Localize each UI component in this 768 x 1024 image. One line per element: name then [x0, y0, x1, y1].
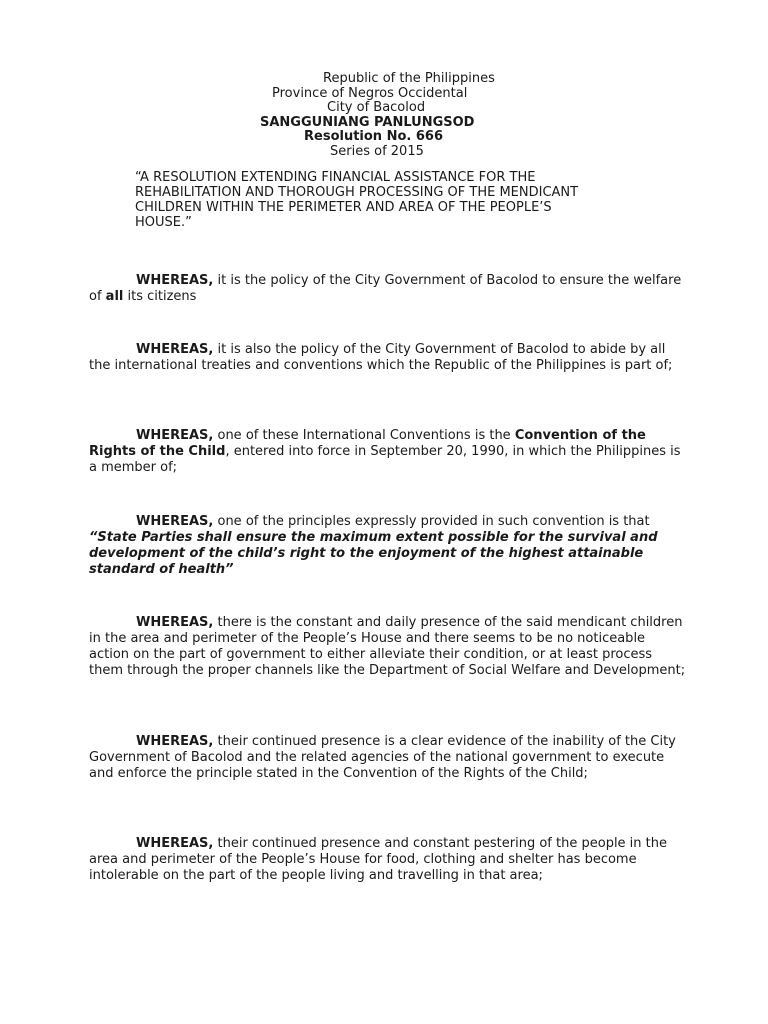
- whereas-clause: [89, 734, 689, 782]
- clause-text: it is also the policy of the City Government of Bacolod to abide by all the international treaties and conventions which the Republic of the Philippines is part of;: [89, 342, 673, 373]
- whereas-clause: [89, 342, 689, 374]
- whereas-clause: [89, 615, 689, 679]
- whereas-lead: WHEREAS,: [136, 428, 214, 443]
- whereas-clause: [89, 428, 689, 476]
- whereas-clause: [89, 514, 689, 578]
- clause-text: one of the principles expressly provided in such convention is that: [213, 514, 650, 529]
- header-legislative-body: SANGGUNIANG PANLUNGSOD: [260, 114, 475, 130]
- clause-text: there is the constant and daily presence of the said mendicant children in the area and perimeter of the People’s House and there seems to be no noticeable action on the part of government to either alleviate their condition, or at least process them through the proper channels like the Department of Social Welfare and Development;: [89, 615, 686, 678]
- whereas-lead: WHEREAS,: [136, 836, 214, 851]
- clause-text: its citizens: [123, 289, 197, 304]
- whereas-lead: WHEREAS,: [136, 734, 214, 749]
- whereas-lead: WHEREAS,: [136, 273, 214, 288]
- clause-quote: “State Parties shall ensure the maximum extent possible for the survival and development of the child’s right to the enjoyment of the highest attainable standard of health”: [89, 530, 658, 577]
- clause-text: their continued presence and constant pestering of the people in the area and perimeter of the People’s House for food, clothing and shelter has become intolerable on the part of the people living and travelling in that area;: [89, 836, 668, 883]
- header-series: Series of 2015: [330, 143, 424, 159]
- resolution-title: “A RESOLUTION EXTENDING FINANCIAL ASSISTANCE FOR THE REHABILITATION AND THOROUGH PROCESSING OF THE MENDICANT CHILDREN WITHIN THE PERIMETER AND AREA OF THE PEOPLE’S HOUSE.”: [135, 170, 579, 230]
- header-republic: Republic of the Philippines: [323, 71, 495, 86]
- clause-emphasis: all: [105, 289, 124, 304]
- document-header: [0, 72, 768, 159]
- header-resolution-number: Resolution No. 666: [304, 129, 444, 144]
- whereas-lead: WHEREAS,: [136, 342, 214, 357]
- whereas-lead: WHEREAS,: [136, 514, 214, 529]
- header-city: City of Bacolod: [327, 100, 426, 115]
- whereas-clause: [89, 273, 689, 305]
- header-province: Province of Negros Occidental: [272, 85, 468, 101]
- whereas-clause: [89, 836, 689, 884]
- clause-emphasis: Convention of the Rights of the Child: [89, 428, 646, 459]
- whereas-lead: WHEREAS,: [136, 615, 214, 630]
- clause-text: one of these International Conventions is the: [213, 428, 515, 443]
- clause-text: their continued presence is a clear evidence of the inability of the City Government of Bacolod and the related agencies of the national government to execute and enforce the principle stated in the Convention of the Rights of the Child;: [89, 734, 676, 781]
- clause-text: it is the policy of the City Government of Bacolod to ensure the welfare of: [89, 273, 682, 304]
- clause-text: , entered into force in September 20, 1990, in which the Philippines is a member of;: [89, 444, 681, 475]
